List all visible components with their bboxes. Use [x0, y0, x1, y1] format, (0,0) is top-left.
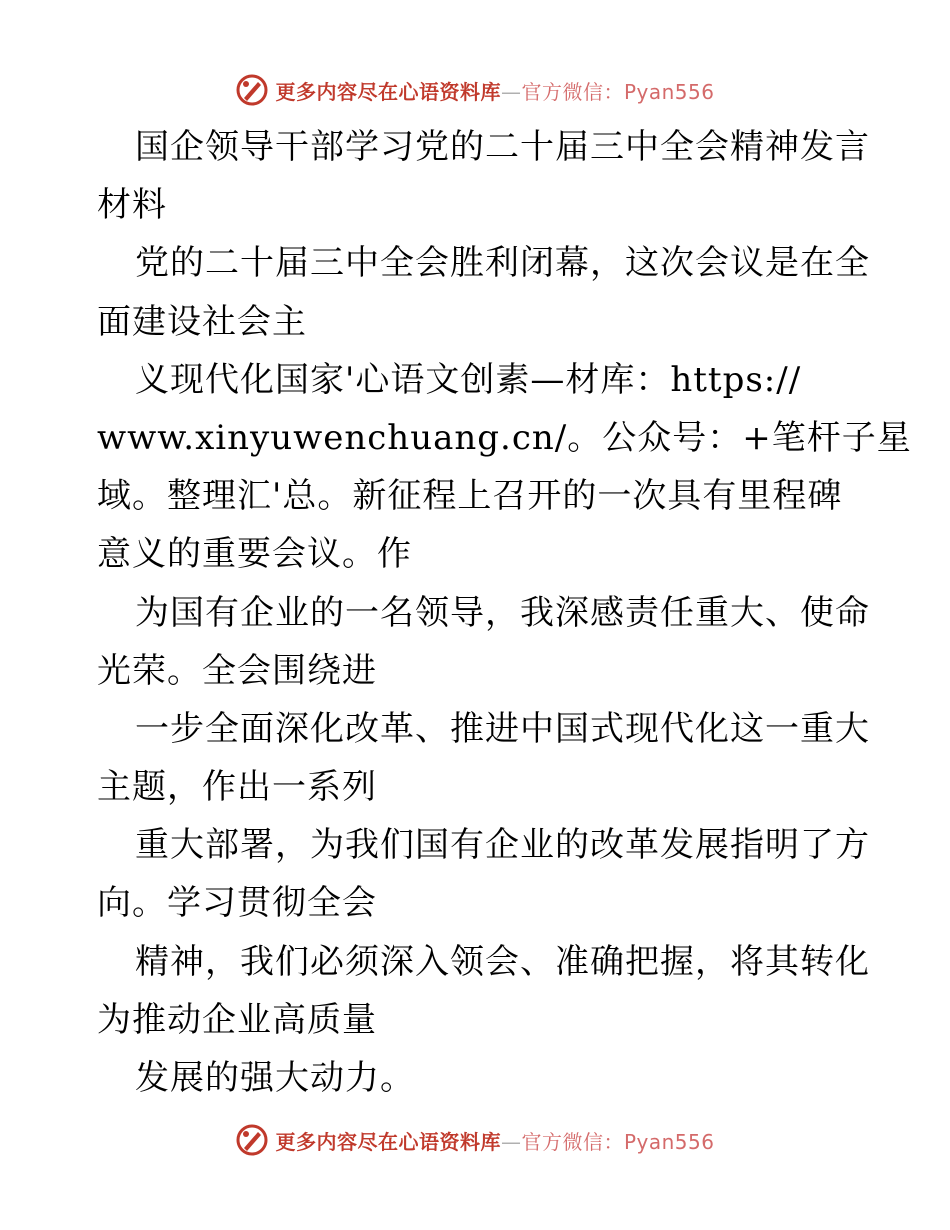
document-body	[97, 118, 912, 1107]
text-line: 义现代化国家'心语文创素—材库：https://	[135, 359, 802, 400]
text-line: 一步全面深化改革、推进中国式现代化这一重大	[135, 708, 870, 749]
pen-circle-icon	[235, 1123, 269, 1157]
text-line: 面建设社会主	[97, 301, 307, 342]
banner-lead: 更多内容尽在心语资料库	[275, 79, 501, 104]
text-line: 党的二十届三中全会胜利闭幕，这次会议是在全	[135, 243, 870, 284]
banner-wechat: 官方微信：Pyan556	[521, 79, 715, 104]
header-banner	[0, 70, 950, 110]
text-line: 向。学习贯彻全会	[97, 883, 377, 924]
text-line: 意义的重要会议。作	[97, 534, 412, 575]
text-line: 精神，我们必须深入领会、准确把握，将其转化	[135, 941, 870, 982]
text-line: 重大部署，为我们国有企业的改革发展指明了方	[135, 825, 870, 866]
banner-wechat: 官方微信：Pyan556	[521, 1129, 715, 1154]
text-line: www.xinyuwenchuang.cn/。公众号：+笔杆子星	[97, 417, 912, 458]
pen-circle-icon	[235, 73, 269, 107]
banner-separator: —	[500, 1129, 522, 1154]
banner-text	[275, 1126, 714, 1155]
text-line: 材料	[97, 185, 167, 226]
text-line: 主题，作出一系列	[97, 767, 377, 808]
text-line: 光荣。全会围绕进	[97, 650, 377, 691]
text-line: 为国有企业的一名领导，我深感责任重大、使命	[135, 592, 870, 633]
text-line: 国企领导干部学习党的二十届三中全会精神发言	[135, 127, 870, 167]
text-line: 发展的强大动力。	[135, 1058, 415, 1098]
text-line: 域。整理汇'总。新征程上召开的一次具有里程碑	[97, 476, 843, 517]
banner-separator: —	[500, 79, 522, 104]
banner-lead: 更多内容尽在心语资料库	[275, 1129, 501, 1154]
banner-text	[275, 76, 714, 105]
footer-banner	[0, 1120, 950, 1160]
text-line: 为推动企业高质量	[97, 999, 377, 1040]
